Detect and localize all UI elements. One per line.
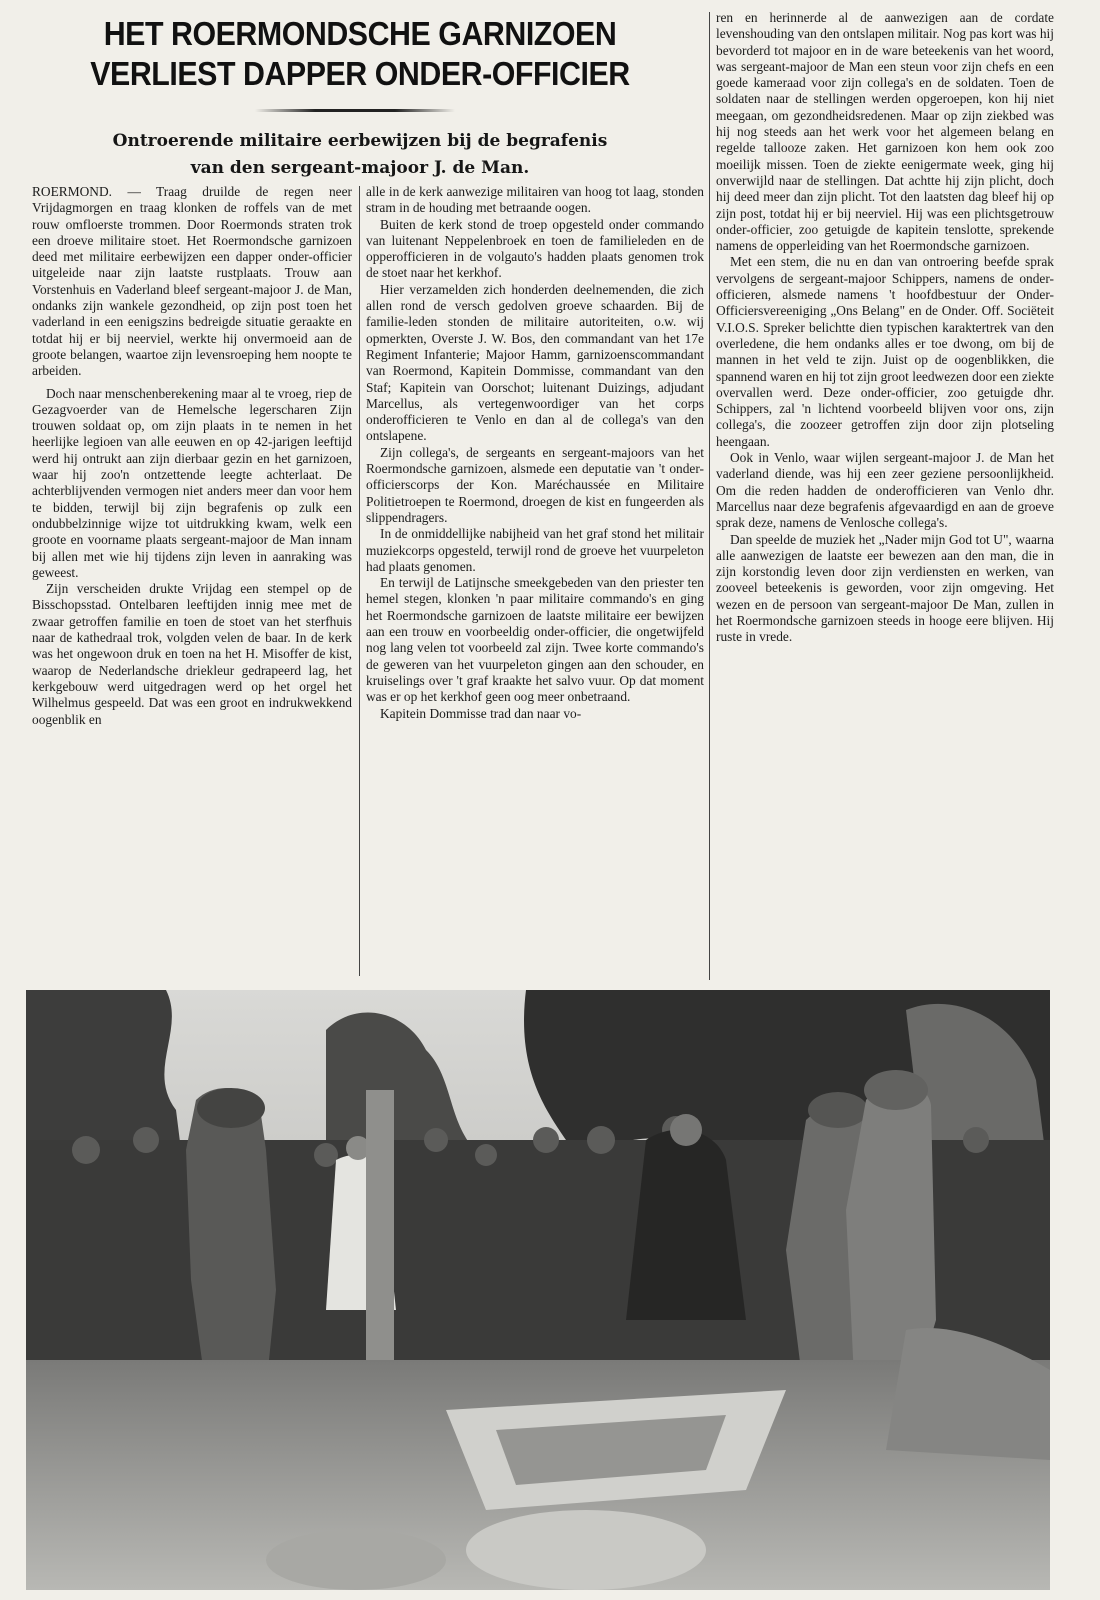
subheadline (40, 128, 680, 182)
headline-rule (255, 109, 455, 112)
paragraph: Zijn collega's, de sergeants en sergeant-majoors van het Roermondsche garnizoen, alsmede een deputatie van 't onder-officierscorps der Kon. Maréchaussée en Militaire Politietroepen te Roermond, droegen de kist en fungeerden als slippendragers. (366, 444, 704, 525)
paragraph: Doch naar menschenberekening maar al te vroeg, riep de Gezagvoerder van de Hemelsche legerscharen Zijn trouwen soldaat op, om zijn plaats in te nemen in het heerlijke legioen van alle eeuwen en op 42-jarigen leeftijd werd hij ontrukt aan zijn dierbaar gezin en het garnizoen, waar hij zoo'n ontzettende leegte achterlaat. De achterblijvenden vermogen niet anders meer dan voor hem te bidden, terwijl bij zijn begrafenis op zulk een ondubbelzinnige wijze tot uitdrukking kwam, welk een groote en voorname plaats sergeant-majoor de Man innam bij allen met wie hij tijdens zijn leven in aanraking was geweest. (32, 385, 352, 580)
paragraph: En terwijl de Latijnsche smeekgebeden van den priester ten hemel stegen, klonken 'n paar militaire commando's en ging het Roermondsche garnizoen de laatste militaire eer bewijzen aan een trouw en voorbeeldig onder-officier, die ongetwijfeld nog lang velen tot voorbeeld zal zijn. Twee korte commando's de geweren van het vuurpeleton gingen aan den schouder, en kruiselings over 't graf kraakte het salvo vuur. Op dat moment was er op het kerkhof geen oog meer onbetraand. (366, 575, 704, 705)
column-divider (709, 12, 710, 980)
paragraph: ren en herinnerde al de aanwezigen aan de cordate levenshouding van den ontslapen militair. Nog pas kort was hij bevorderd tot majoor en in de ware beteekenis van het woord, was sergeant-majoor de Man een steun voor zijn chefs en een goede kameraad voor zijn collega's en de soldaten. Toen de soldaten naar de stellingen werden opgeroepen, kon hij niet meegaan, om gezondheidsredenen. Maar op zijn ziekbed was hij nog steeds aan het werk voor het algemeen belang en regelde tallooze zaken. Het garnizoen kon hem ook zoo moeilijk missen. Toen de ziekte eenigermate week, ging hij onverwijld naar de stellingen. Dat achtte hij zijn plicht, doch hij deed meer dan zijn plicht. Tot den laatsten dag bleef hij op zijn post, totdat hij er bij neerviel. Hij was een plichtsgetrouw onder-officier, zoo getuigde de kapitein tenslotte, sprekende namens de opperleiding van het Roermondsche garnizoen. (716, 10, 1054, 254)
paragraph: Zijn verscheiden drukte Vrijdag een stempel op de Bisschopsstad. Ontelbaren leeftijden innig mee met de zwaar getroffen familie en toen de stoet van het sterfhuis naar de kathedraal trok, volgden velen de baar. In de kerk was het ongewoon druk en toen na het H. Misoffer de kist, waarop de Nederlandsche driekleur gedrapeerd lag, het kerkgebouw werd uitgedragen werd op het orgel het Wilhelmus gespeeld. Dat was een groot en indrukwekkend oogenblik en (32, 581, 352, 727)
paragraph: Met een stem, die nu en dan van ontroering beefde sprak vervolgens de sergeant-majoor Schippers, namens de onder-officieren, alsmede namens 't hoofdbestuur der Onder-Officiersvereeniging „Ons Belang" en de Onder. Off. Sociëteit V.I.O.S. Spreker belichtte dien typischen karaktertrek van den overledene, die hem ondanks alles er toe dwong, om bij de mannen in het veld te zijn. Juist op de oogenblikken, die spannend waren en hij tot zijn groot leedwezen door een ziekte overvallen werd. Deze onder-officier, zoo getuigde dhr. Schippers, zal 'n lichtend voorbeeld blijven voor ons, zijn collega's, die zoozeer getroffen zijn door zijn plotseling heengaan. (716, 254, 1054, 449)
subheadline-line-1: Ontroerende militaire eerbewijzen bij de begrafenis (112, 131, 608, 151)
funeral-photograph (26, 990, 1050, 1590)
article-column-1 (32, 184, 352, 984)
subheadline-line-2: van den sergeant-majoor J. de Man. (190, 158, 530, 178)
article-column-3 (716, 10, 1054, 985)
paragraph: Ook in Venlo, waar wijlen sergeant-majoor J. de Man het vaderland diende, was hij een zeer geziene persoonlijkheid. Om die reden hadden de onderofficieren van Venlo dhr. Marcellus naar deze begrafenis afgevaardigd en aan de groeve sprak deze, namens de Venlosche collega's. (716, 450, 1054, 531)
column-divider (359, 186, 360, 976)
headline: HET ROERMONDSCHE GARNIZOEN VERLIEST DAPPER ONDER-OFFICIER (90, 15, 630, 92)
paragraph: In de onmiddellijke nabijheid van het graf stond het militair muziekcorps opgesteld, terwijl rond de groeve het vuurpeleton had plaats genomen. (366, 526, 704, 574)
paragraph: Hier verzamelden zich honderden deelnemenden, die zich allen rond de versch gedolven groeve schaarden. Bij de familie-leden stonden de militaire autoriteiten, o.w. wij opmerkten, Overste J. W. Bos, den commandant van het 17e Regiment Infanterie; Majoor Hamm, garnizoenscommandant van Roermond, Kapitein Dommisse, commandant van den Staf; Kapitein van Oorschot; luitenant Duizings, adjudant Marcellus, als vertegenwoordiger van het corps onderofficieren te Venlo en dan al de collega's van den ontslapene. (366, 281, 704, 444)
paragraph: Dan speelde de muziek het „Nader mijn God tot U", waarna alle aanwezigen de laatste eer bewezen aan den man, die in zijn korstondig leven door zijn verdiensten en werken, van zooveel beteekenis is geworden, voor zijn omgeving. Het wezen en de persoon van sergeant-majoor De Man, zullen in het Roermondsche garnizoen steeds in hooge eere blijven. Hij ruste in vrede. (716, 531, 1054, 645)
paragraph: Kapitein Dommisse trad dan naar vo- (380, 705, 582, 721)
article-column-2 (366, 184, 704, 984)
paragraph: ROERMOND. — Traag druilde de regen neer Vrijdagmorgen en traag klonken de roffels van de met rouw omfloerste trommen. Door Roermonds straten trok een droeve militaire stoet. Het Roermondsche garnizoen deed met militaire eerbewijzen een dapper onder-officier uitgeleide naar zijn laatste rustplaats. Trouw aan Vorstenhuis en Vaderland bleef sergeant-majoor J. de Man, ondanks zijn wankele gezondheid, op zijn post toen het vaderland in een eenigszins bedreigde situatie geraakte en totdat hij er bij neerviel, werkte hij onvermoeid aan de groote belangen, waartoe zijn levensroeping hem noopte te arbeiden. (32, 184, 352, 379)
paragraph: alle in de kerk aanwezige militairen van hoog tot laag, stonden stram in de houding met betraande oogen. (366, 184, 704, 216)
paragraph: Buiten de kerk stond de troep opgesteld onder commando van luitenant Neppelenbroek en toen de familieleden en de opperofficieren in de volgauto's hadden plaats genomen trok de stoet naar het kerkhof. (366, 216, 704, 281)
